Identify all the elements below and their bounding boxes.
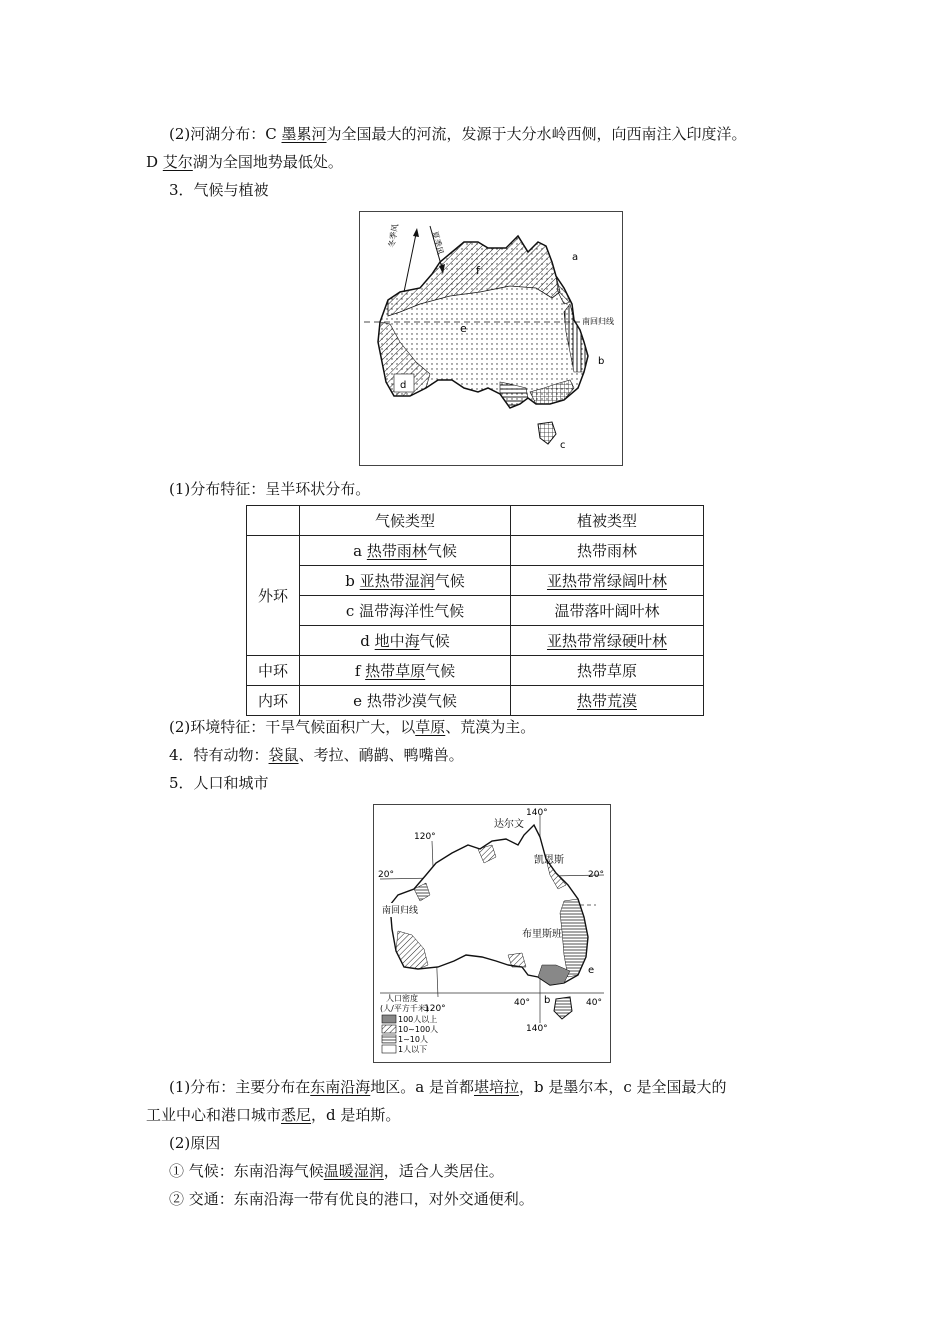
zone-middle: 中环 bbox=[247, 656, 300, 686]
label-e: e bbox=[460, 322, 467, 335]
veg-key: 亚热带常绿硬叶林 bbox=[546, 632, 667, 650]
lake-text: D bbox=[146, 153, 163, 171]
veg-key: 热带荒漠 bbox=[576, 692, 637, 710]
climate-suffix: 气候 bbox=[425, 662, 456, 680]
pop-line-1 bbox=[169, 1076, 727, 1098]
monsoon-label-1: 冬季风 bbox=[387, 223, 401, 249]
population-map-svg bbox=[374, 805, 610, 1062]
lon-140-bottom: 140° bbox=[526, 1024, 548, 1034]
legend-item-4: 1人以下 bbox=[398, 1045, 428, 1054]
climate-table bbox=[246, 505, 704, 716]
distribution-feature: (1)分布特征：呈半环状分布。 bbox=[169, 480, 371, 498]
legend-swatch-2 bbox=[382, 1025, 396, 1033]
climate-key: 热带草原 bbox=[365, 662, 426, 680]
table-row bbox=[247, 596, 704, 626]
legend-item-3: 1~10人 bbox=[398, 1035, 428, 1044]
veg-cell bbox=[511, 656, 704, 686]
climate-suffix: 热带沙漠气候 bbox=[366, 692, 457, 710]
legend-swatch-4 bbox=[382, 1045, 396, 1053]
climate-letter: d bbox=[360, 632, 375, 650]
climate-key: 地中海 bbox=[374, 632, 420, 650]
sydney-key: 悉尼 bbox=[281, 1106, 312, 1124]
env-key: 草原 bbox=[415, 718, 446, 736]
pop-text: ，b 是墨尔本，c 是全国最大的 bbox=[519, 1078, 727, 1096]
climate-cell bbox=[300, 596, 511, 626]
climate-letter: f bbox=[354, 662, 366, 680]
lat-40-left: 40° bbox=[514, 998, 530, 1008]
veg-cell bbox=[511, 686, 704, 716]
label-b: b bbox=[598, 356, 605, 367]
river-text: (2)河湖分布：C bbox=[169, 125, 282, 143]
lake-text: 湖为全国地势最低处。 bbox=[192, 153, 343, 171]
legend-swatch-1 bbox=[382, 1015, 396, 1023]
climate-map bbox=[359, 211, 623, 466]
veg-cell bbox=[511, 536, 704, 566]
climate-letter: a bbox=[353, 542, 367, 560]
climate-reason bbox=[169, 1160, 504, 1182]
climate-suffix: 气候 bbox=[419, 632, 450, 650]
pop-text: 地区。a 是首都 bbox=[370, 1078, 474, 1096]
table-row bbox=[247, 656, 704, 686]
capital-key: 堪培拉 bbox=[473, 1078, 519, 1096]
table-row bbox=[247, 686, 704, 716]
legend-swatch-3 bbox=[382, 1035, 396, 1043]
climate-cell bbox=[300, 686, 511, 716]
climate-cell bbox=[300, 536, 511, 566]
table-row bbox=[247, 536, 704, 566]
label-b: b bbox=[544, 995, 551, 1006]
climate-letter: e bbox=[353, 692, 367, 710]
climate-suffix: 气候 bbox=[434, 572, 465, 590]
table-row bbox=[247, 566, 704, 596]
city-brisbane: 布里斯班 bbox=[522, 929, 562, 940]
traffic-reason: ② 交通：东南沿海一带有优良的港口，对外交通便利。 bbox=[169, 1190, 534, 1208]
city-cairns: 凯恩斯 bbox=[534, 855, 564, 866]
veg-cell bbox=[511, 626, 704, 656]
tropic-label: 南回归线 bbox=[582, 317, 614, 326]
reason-title: (2)原因 bbox=[169, 1134, 221, 1152]
lon-120-top: 120° bbox=[414, 832, 436, 842]
climate-letter: c bbox=[345, 602, 360, 620]
climate-suffix: 温带海洋性气候 bbox=[359, 602, 465, 620]
zone-inner: 内环 bbox=[247, 686, 300, 716]
environment-feature bbox=[169, 716, 535, 738]
legend-title: 人口密度 bbox=[386, 994, 418, 1003]
river-line-1 bbox=[169, 123, 747, 145]
lat-40-right: 40° bbox=[586, 998, 602, 1008]
section-3-title: 3．气候与植被 bbox=[169, 181, 269, 199]
animals-line bbox=[169, 744, 464, 766]
lat-20-left: 20° bbox=[378, 870, 394, 880]
murray-river: 墨累河 bbox=[281, 125, 327, 143]
header-climate: 气候类型 bbox=[300, 506, 511, 536]
label-d: d bbox=[400, 380, 407, 391]
pop-text: 工业中心和港口城市 bbox=[146, 1106, 282, 1124]
veg-cell bbox=[511, 566, 704, 596]
legend-item-1: 100人以上 bbox=[398, 1015, 438, 1024]
header-vegetation: 植被类型 bbox=[511, 506, 704, 536]
lon-120-bottom: 120° bbox=[424, 1004, 446, 1014]
pop-text: ，d 是珀斯。 bbox=[311, 1106, 401, 1124]
tropic-label: 南回归线 bbox=[382, 906, 419, 916]
city-darwin: 达尔文 bbox=[494, 819, 524, 830]
env-text: 、荒漠为主。 bbox=[445, 718, 536, 736]
reason-text: ，适合人类居住。 bbox=[383, 1162, 504, 1180]
animals-title: 4．特有动物： bbox=[169, 746, 269, 764]
climate-cell bbox=[300, 626, 511, 656]
zone-outer: 外环 bbox=[247, 536, 300, 656]
climate-key: 亚热带湿润 bbox=[359, 572, 435, 590]
climate-suffix: 气候 bbox=[426, 542, 457, 560]
climate-cell bbox=[300, 656, 511, 686]
veg-cell bbox=[511, 596, 704, 626]
veg-text: 热带雨林 bbox=[576, 542, 637, 560]
veg-text: 热带草原 bbox=[576, 662, 637, 680]
pop-key: 东南沿海 bbox=[310, 1078, 371, 1096]
lat-20-right: 20° bbox=[588, 870, 604, 880]
legend-unit: (人/平方千米) bbox=[380, 1004, 429, 1013]
reason-text: ① 气候：东南沿海气候 bbox=[169, 1162, 324, 1180]
label-c: c bbox=[560, 440, 566, 451]
pop-text: (1)分布：主要分布在 bbox=[169, 1078, 311, 1096]
climate-letter: b bbox=[345, 572, 360, 590]
animals-key: 袋鼠 bbox=[268, 746, 299, 764]
monsoon-arrow-1 bbox=[404, 234, 416, 292]
veg-text: 温带落叶阔叶林 bbox=[554, 602, 660, 620]
env-text: (2)环境特征：干旱气候面积广大，以 bbox=[169, 718, 416, 736]
table-row bbox=[247, 626, 704, 656]
label-a: a bbox=[572, 252, 579, 263]
section-5-title: 5．人口和城市 bbox=[169, 774, 269, 792]
climate-cell bbox=[300, 566, 511, 596]
climate-map-svg bbox=[360, 212, 622, 465]
monsoon-label-2: 夏季风 bbox=[430, 230, 445, 256]
legend-item-2: 10~100人 bbox=[398, 1025, 439, 1034]
tasmania bbox=[538, 422, 556, 444]
animals-text: 、考拉、鸸鹋、鸭嘴兽。 bbox=[298, 746, 464, 764]
river-line-2 bbox=[146, 151, 343, 173]
population-map bbox=[373, 804, 611, 1063]
pop-line-2 bbox=[146, 1104, 400, 1126]
lake-eyre: 艾尔 bbox=[162, 153, 193, 171]
table-header bbox=[247, 506, 704, 536]
label-f: f bbox=[476, 264, 480, 277]
tasmania bbox=[554, 997, 572, 1019]
reason-key: 温暖湿润 bbox=[323, 1162, 384, 1180]
label-e: e bbox=[588, 965, 595, 976]
river-text: 为全国最大的河流，发源于大分水岭西侧，向西南注入印度洋。 bbox=[326, 125, 747, 143]
climate-key: 热带雨林 bbox=[366, 542, 427, 560]
arrow-head-icon bbox=[413, 228, 419, 237]
lon-140-top: 140° bbox=[526, 808, 548, 818]
table-corner bbox=[247, 506, 300, 536]
veg-key: 亚热带常绿阔叶林 bbox=[546, 572, 667, 590]
